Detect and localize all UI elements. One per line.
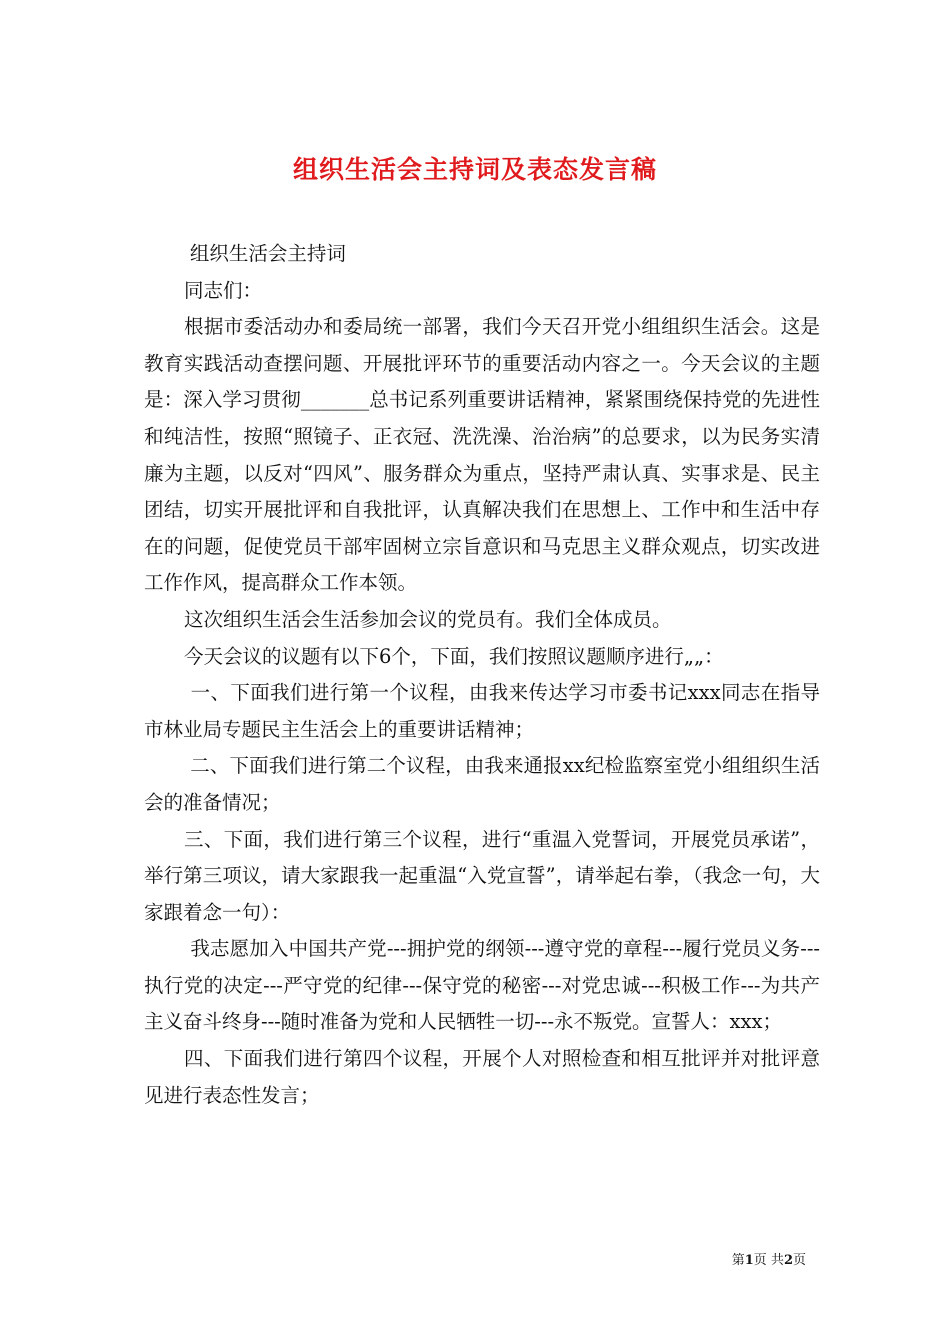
page-footer	[0, 1249, 806, 1268]
agenda-item-4: 四、下面我们进行第四个议程，开展个人对照检查和相互批评并对批评意见进行表态性发言；	[144, 1047, 820, 1107]
agenda-item-1: 一、下面我们进行第一个议程，由我来传达学习市委书记xxx同志在指导市林业局专题民主生活会上的重要讲话精神；	[144, 681, 821, 741]
section-heading: 组织生活会主持词	[189, 242, 346, 265]
document-body	[144, 236, 820, 1114]
footer-current-page: 1	[744, 1253, 754, 1268]
agenda-item-3: 三、下面，我们进行第三个议程，进行“重温入党誓词，开展党员承诺”，举行第三项议，请大家跟我一起重温“入党宣誓”，请举起右拳，（我念一句，大家跟着念一句）：	[144, 827, 820, 924]
document-title: 组织生活会主持词及表态发言稿	[292, 154, 657, 184]
footer-suffix: 页	[792, 1253, 806, 1268]
footer-middle: 页 共	[753, 1253, 784, 1268]
paragraph-intro: 根据市委活动办和委局统一部署，我们今天召开党小组组织生活会。这是教育实践活动查摆问题、开展批评环节的重要活动内容之一。今天会议的主题是：深入学习贯彻_______总书记系列重要讲话精神，紧紧围绕保持党的先进性和纯洁性，按照“照镜子、正衣冠、洗洗澡、治治病”的总要求，以为民务实清廉为主题，以反对“四风”、服务群众为重点，坚持严肃认真、实事求是、民主团结，切实开展批评和自我批评，认真解决我们在思想上、工作中和生活中存在的问题，促使党员干部牢固树立宗旨意识和马克思主义群众观点，切实改进工作作风，提高群众工作本领。	[144, 315, 820, 595]
oath-text: 我志愿加入中国共产党---拥护党的纲领---遵守党的章程---履行党员义务---执行党的决定---严守党的纪律---保守党的秘密---对党忠诚---积极工作---为共产主义奋斗终身---随时准备为党和人民牺牲一切---永不叛党。宣誓人：xxx；	[144, 937, 820, 1034]
footer-prefix: 第	[731, 1253, 745, 1268]
footer-total-pages: 2	[783, 1253, 793, 1268]
salutation: 同志们：	[183, 278, 262, 302]
paragraph-attendance: 这次组织生活会生活参加会议的党员有。我们全体成员。	[183, 607, 672, 631]
agenda-item-2: 二、下面我们进行第二个议程，由我来通报xx纪检监察室党小组组织生活会的准备情况；	[144, 754, 821, 814]
paragraph-agenda: 今天会议的议题有以下6个，下面，我们按照议题顺序进行„„：	[183, 644, 724, 668]
